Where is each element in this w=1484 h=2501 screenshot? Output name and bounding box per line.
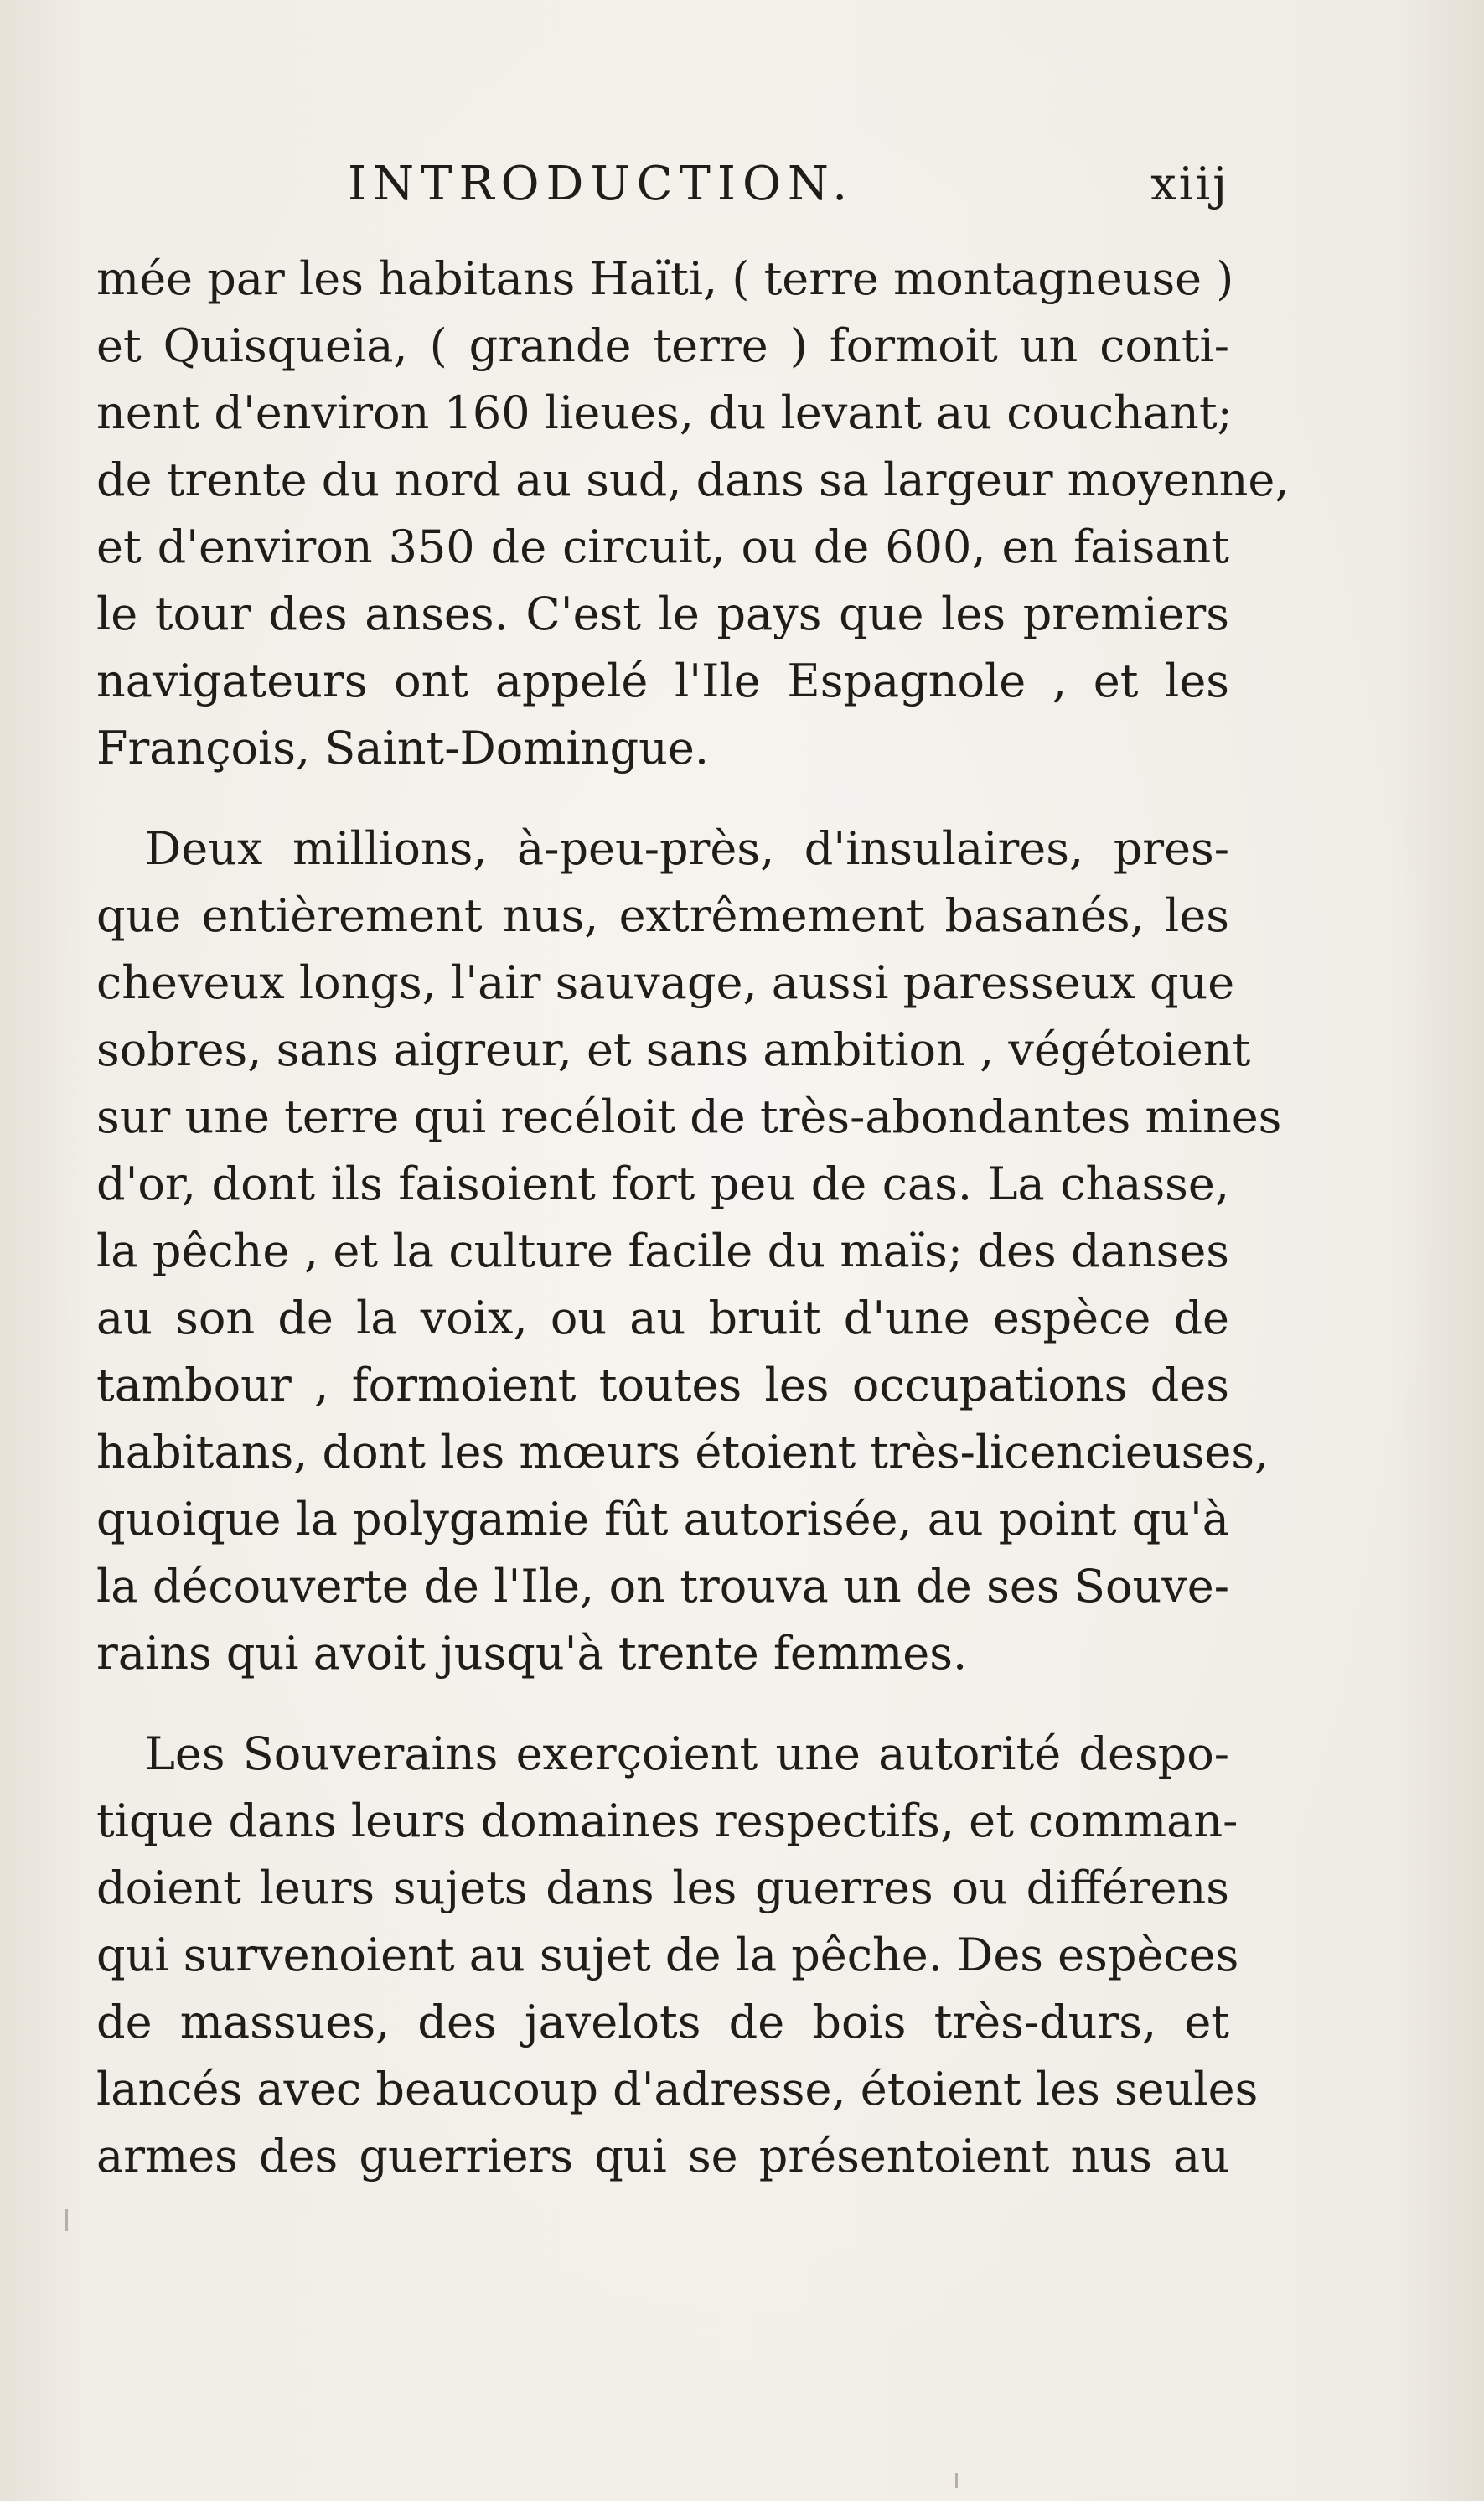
text-line: cheveux longs, l'air sauvage, aussi paresseux que — [96, 956, 1235, 1009]
text-line: que entièrement nus, extrêmement basanés, les — [96, 889, 1229, 942]
text-line: d'or, dont ils faisoient fort peu de cas. La chasse, — [96, 1157, 1229, 1210]
paragraph-spacer — [96, 782, 1229, 816]
page-number: xiij — [1150, 158, 1229, 210]
text-line: la pêche , et la culture facile du maïs; des danses — [96, 1225, 1229, 1277]
text-line: sobres, sans aigreur, et sans ambition , végétoient — [96, 1023, 1251, 1076]
paragraph-3 — [96, 1721, 1259, 2190]
text-line: la découverte de l'Ile, on trouva un de ses Souve- — [96, 1560, 1229, 1613]
text-line: habitans, dont les mœurs étoient très-licencieuses, — [96, 1426, 1269, 1478]
text-line: François, Saint-Domingue. — [96, 722, 710, 774]
paper-speck — [955, 2473, 958, 2488]
text-line: de trente du nord au sud, dans sa largeur moyenne, — [96, 453, 1290, 506]
paper-speck — [65, 2209, 68, 2231]
page-header — [96, 155, 1229, 214]
text-line: Les Souverains exerçoient une autorité despo- — [145, 1727, 1229, 1780]
paragraph-2 — [96, 816, 1282, 1687]
paragraph-spacer — [96, 1687, 1229, 1721]
text-line: rains qui avoit jusqu'à trente femmes. — [96, 1627, 968, 1680]
text-line: tique dans leurs domaines respectifs, et comman- — [96, 1794, 1238, 1847]
text-line: au son de la voix, ou au bruit d'une espèce de — [96, 1292, 1229, 1344]
text-line: lancés avec beaucoup d'adresse, étoient les seules — [96, 2063, 1259, 2115]
text-line: qui survenoient au sujet de la pêche. Des espèces — [96, 1929, 1239, 1981]
body-text — [96, 246, 1290, 2190]
text-line: et d'environ 350 de circuit, ou de 600, en faisant — [96, 520, 1229, 573]
text-line: navigateurs ont appelé l'Ile Espagnole , et les — [96, 655, 1229, 707]
text-line: armes des guerriers qui se présentoient nus au — [96, 2130, 1229, 2183]
text-line: nent d'environ 160 lieues, du levant au couchant; — [96, 386, 1233, 439]
text-line: de massues, des javelots de bois très-durs, et — [96, 1996, 1229, 2048]
text-line: tambour , formoient toutes les occupations des — [96, 1359, 1229, 1411]
text-line: sur une terre qui recéloit de très-abondantes mines — [96, 1090, 1282, 1143]
text-line: mée par les habitans Haïti, ( terre montagneuse ) — [96, 252, 1234, 305]
text-line: quoique la polygamie fût autorisée, au point qu'à — [96, 1493, 1229, 1546]
text-line: doient leurs sujets dans les guerres ou différens — [96, 1862, 1229, 1914]
text-line: le tour des anses. C'est le pays que les premiers — [96, 588, 1229, 640]
paragraph-1 — [96, 246, 1290, 782]
running-head: INTRODUCTION. — [348, 157, 855, 211]
text-line: et Quisqueia, ( grande terre ) formoit un conti- — [96, 319, 1229, 372]
text-line: Deux millions, à-peu-près, d'insulaires, pres- — [145, 822, 1229, 875]
